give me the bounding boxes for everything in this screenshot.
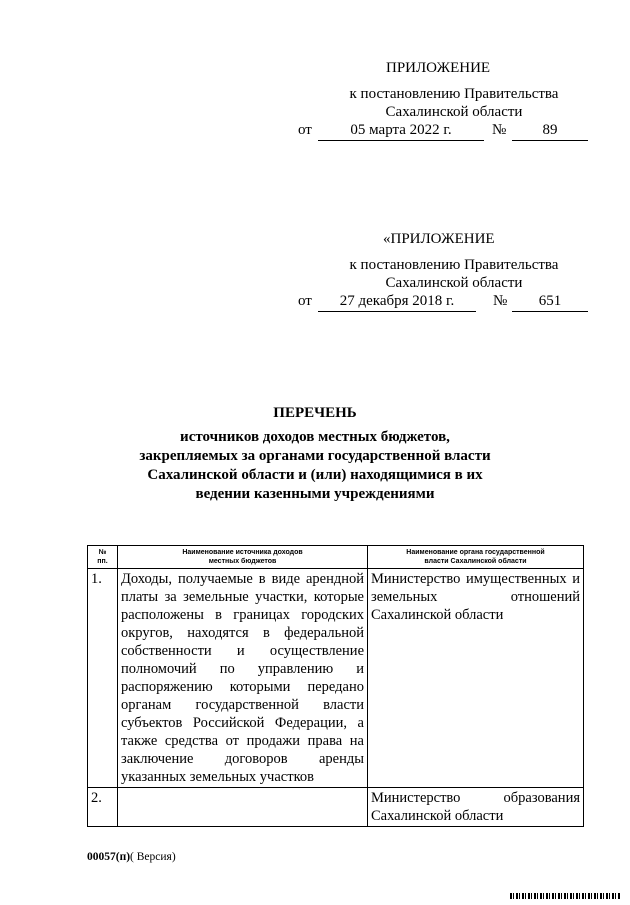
- row-number: 1.: [88, 569, 118, 788]
- header-agency-line-1: Наименование органа государственной: [406, 549, 545, 556]
- list-subtitle-line-2: закрепляемых за органами государственной власти: [139, 448, 491, 464]
- previous-appendix-from-label: от: [298, 293, 312, 309]
- row-source: [118, 788, 368, 827]
- previous-appendix-line-1: к постановлению Правительства: [349, 257, 559, 273]
- appendix-line-1: к постановлению Правительства: [349, 86, 559, 102]
- header-source-line-2: местных бюджетов: [208, 558, 277, 565]
- list-subtitle-line-3: Сахалинской области и (или) находящимися в их: [147, 467, 483, 483]
- previous-appendix-title: «ПРИЛОЖЕНИЕ: [383, 231, 495, 247]
- list-subtitle-line-1: источников доходов местных бюджетов,: [180, 429, 450, 445]
- revenue-sources-table: [87, 545, 584, 827]
- table-header-row: [88, 546, 584, 569]
- list-title: ПЕРЕЧЕНЬ: [273, 405, 357, 421]
- appendix-date: 05 марта 2022 г.: [318, 122, 484, 141]
- table-row: [88, 569, 584, 788]
- previous-appendix-line-2: Сахалинской области: [385, 275, 523, 291]
- list-subtitle-line-4: ведении казенными учреждениями: [195, 486, 435, 502]
- table-row: [88, 788, 584, 827]
- header-number: [88, 546, 118, 569]
- header-agency: [368, 546, 584, 569]
- document-version: ( Версия): [130, 851, 176, 863]
- document-code: [87, 851, 176, 863]
- appendix-from-label: от: [298, 122, 312, 138]
- row-source: Доходы, получаемые в виде арендной платы за земельные участки, которые расположены в границах городских округов, находятся в федеральной собственности и осуществление полномочий по управлению и распоряжению которыми передано органам государственной власти субъектов Российской Федерации, а также средства от продажи права на заключение договоров аренды указанных земельных участков: [118, 569, 368, 788]
- appendix-line-2: Сахалинской области: [385, 104, 523, 120]
- previous-appendix-number: 651: [512, 293, 588, 312]
- header-source-line-1: Наименование источника доходов: [182, 549, 303, 556]
- document-code-number: 00057(п): [87, 851, 131, 863]
- header-source: [118, 546, 368, 569]
- header-number-line-1: №: [98, 549, 107, 556]
- appendix-title: ПРИЛОЖЕНИЕ: [386, 60, 491, 76]
- row-agency: Министерство имущественных и земельных отношений Сахалинской области: [368, 569, 584, 788]
- header-agency-line-2: власти Сахалинской области: [424, 558, 527, 565]
- header-number-line-2: пп.: [97, 558, 108, 565]
- row-agency: Министерство образования Сахалинской области: [368, 788, 584, 827]
- previous-appendix-date: 27 декабря 2018 г.: [318, 293, 476, 312]
- barcode-mark: [510, 893, 620, 899]
- appendix-number-label: №: [492, 122, 507, 138]
- previous-appendix-number-label: №: [493, 293, 508, 309]
- appendix-number: 89: [512, 122, 588, 141]
- row-number: 2.: [88, 788, 118, 827]
